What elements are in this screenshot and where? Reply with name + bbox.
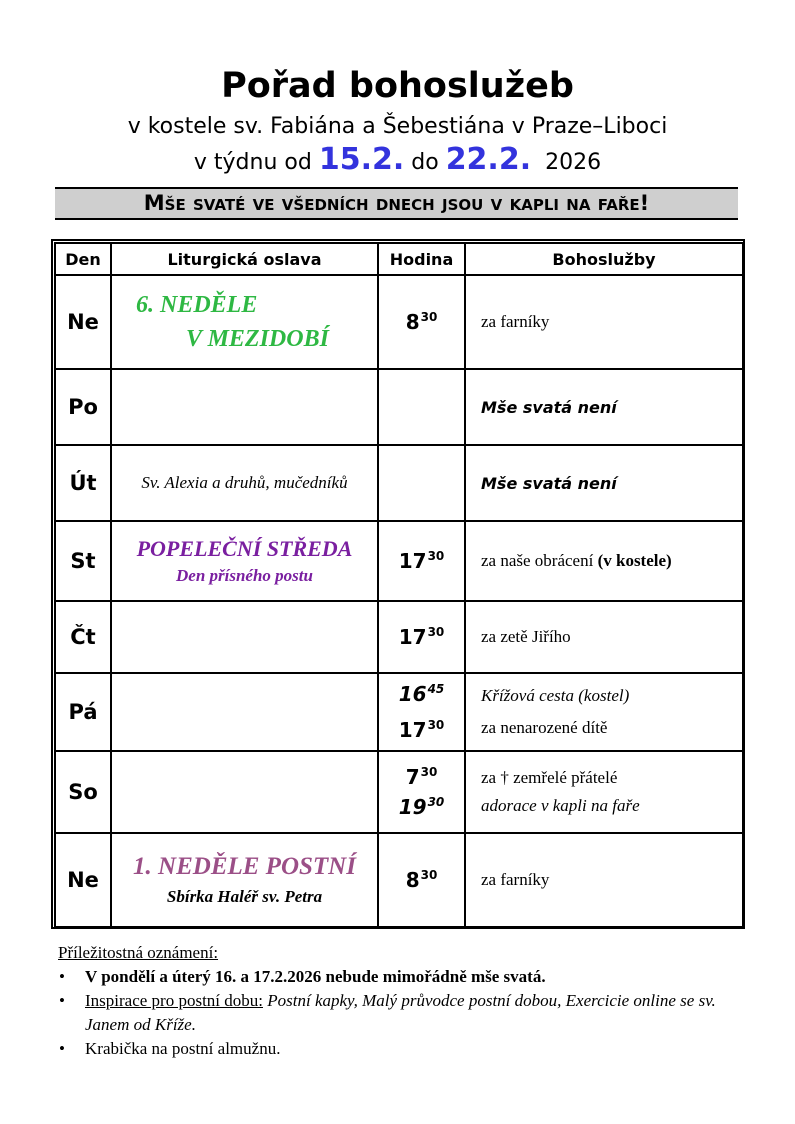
hour-value: 17 [398, 718, 427, 742]
hour-value: 17 [398, 549, 427, 573]
announcements-list [58, 965, 748, 1061]
service-line-2: adorace v kapli na faře [481, 796, 640, 815]
col-header-services: Bohoslužby [465, 243, 743, 275]
hour-value: 17 [398, 625, 427, 649]
schedule-table [54, 242, 744, 928]
date-from: 15.2. [318, 142, 405, 177]
announcement-item [58, 989, 748, 1037]
col-header-celebration: Liturgická oslava [111, 243, 378, 275]
service-cell [465, 521, 743, 601]
celebration-line-1: 6. NEDĚLE [136, 292, 258, 318]
service-cell: Mše svatá není [465, 445, 743, 521]
weekday-mass-banner: Mše svaté ve všedních dnech jsou v kapli na faře! [55, 187, 738, 220]
hour-cell [378, 521, 465, 601]
table-row [55, 275, 743, 369]
bullet-icon: • [59, 967, 65, 986]
minute-value: 30 [427, 625, 445, 639]
hour-line-1 [379, 682, 464, 706]
minute-value: 30 [427, 718, 445, 732]
service-line-1: za † zemřelé přátelé [481, 768, 618, 787]
hour-cell [378, 369, 465, 445]
minute-value: 30 [427, 795, 445, 809]
hour-cell [378, 833, 465, 927]
service-cell: za farníky [465, 833, 743, 927]
page-title: Pořad bohoslužeb [221, 66, 574, 106]
hour-value: 8 [405, 868, 420, 892]
announcement-text: Krabička na postní almužnu. [85, 1039, 281, 1058]
celebration-cell [111, 275, 378, 369]
day-cell: Po [55, 369, 111, 445]
service-cell: za farníky [465, 275, 743, 369]
announcement-text: Postní kapky, Malý průvodce postní dobou, Exercicie online se sv. Janem od Kříže. [85, 991, 716, 1034]
col-header-day: Den [55, 243, 111, 275]
table-row [55, 369, 743, 445]
minute-value: 30 [420, 765, 438, 779]
service-text: za naše obrácení [481, 551, 598, 570]
church-subtitle: v kostele sv. Fabiána a Šebestiána v Praze–Liboci [127, 114, 668, 139]
table-header-row [55, 243, 743, 275]
hour-cell [378, 275, 465, 369]
celebration-line-2: Den přísného postu [176, 566, 313, 585]
service-cell [465, 673, 743, 751]
service-cell: Mše svatá není [465, 369, 743, 445]
week-range [0, 142, 795, 177]
hour-value: 8 [405, 310, 420, 334]
week-prefix: v týdnu od [193, 150, 312, 175]
celebration-line-1: POPELEČNÍ STŘEDA [136, 536, 353, 561]
service-line-2: za nenarozené dítě [481, 718, 608, 737]
celebration-cell: Sv. Alexia a druhů, mučedníků [111, 445, 378, 521]
celebration-cell [111, 521, 378, 601]
day-cell: Ne [55, 275, 111, 369]
hour-value: 7 [405, 765, 420, 789]
celebration-cell [111, 673, 378, 751]
day-cell: St [55, 521, 111, 601]
bullet-icon: • [59, 1039, 65, 1058]
announcement-item [58, 965, 748, 989]
minute-value: 30 [420, 868, 438, 882]
celebration-line-1: 1. NEDĚLE POSTNÍ [133, 853, 356, 880]
day-cell: Čt [55, 601, 111, 673]
celebration-cell [111, 369, 378, 445]
hour-cell [378, 751, 465, 833]
hour-line-2 [379, 795, 464, 819]
day-cell: Út [55, 445, 111, 521]
col-header-hour: Hodina [378, 243, 465, 275]
table-row [55, 521, 743, 601]
hour-value: 16 [398, 682, 427, 706]
service-line-1: Křížová cesta (kostel) [481, 686, 630, 705]
hour-cell [378, 601, 465, 673]
announcement-label: Inspirace pro postní dobu: [85, 991, 263, 1010]
service-note: (v kostele) [597, 551, 672, 570]
week-mid: do [411, 150, 439, 175]
announcement-item [58, 1037, 748, 1061]
table-row [55, 751, 743, 833]
hour-line-2 [379, 718, 464, 742]
week-year: 2026 [545, 150, 602, 175]
minute-value: 30 [427, 549, 445, 563]
celebration-cell [111, 601, 378, 673]
table-row [55, 673, 743, 751]
bullet-icon: • [59, 991, 65, 1010]
hour-value: 19 [398, 795, 427, 819]
hour-line-1 [379, 765, 464, 789]
service-cell [465, 751, 743, 833]
date-to: 22.2. [445, 142, 532, 177]
day-cell: Ne [55, 833, 111, 927]
table-row [55, 445, 743, 521]
announcement-text: V pondělí a úterý 16. a 17.2.2026 nebude mimořádně mše svatá. [85, 967, 546, 986]
day-cell: So [55, 751, 111, 833]
celebration-cell [111, 751, 378, 833]
day-cell: Pá [55, 673, 111, 751]
hour-cell [378, 445, 465, 521]
celebration-line-2: V MEZIDOBÍ [186, 326, 329, 352]
service-cell: za zetě Jiřího [465, 601, 743, 673]
minute-value: 45 [427, 682, 445, 696]
minute-value: 30 [420, 310, 438, 324]
table-row [55, 833, 743, 927]
celebration-line-2: Sbírka Haléř sv. Petra [166, 887, 323, 906]
hour-cell [378, 673, 465, 751]
announcements-heading: Příležitostná oznámení: [58, 943, 219, 962]
celebration-cell [111, 833, 378, 927]
table-row [55, 601, 743, 673]
